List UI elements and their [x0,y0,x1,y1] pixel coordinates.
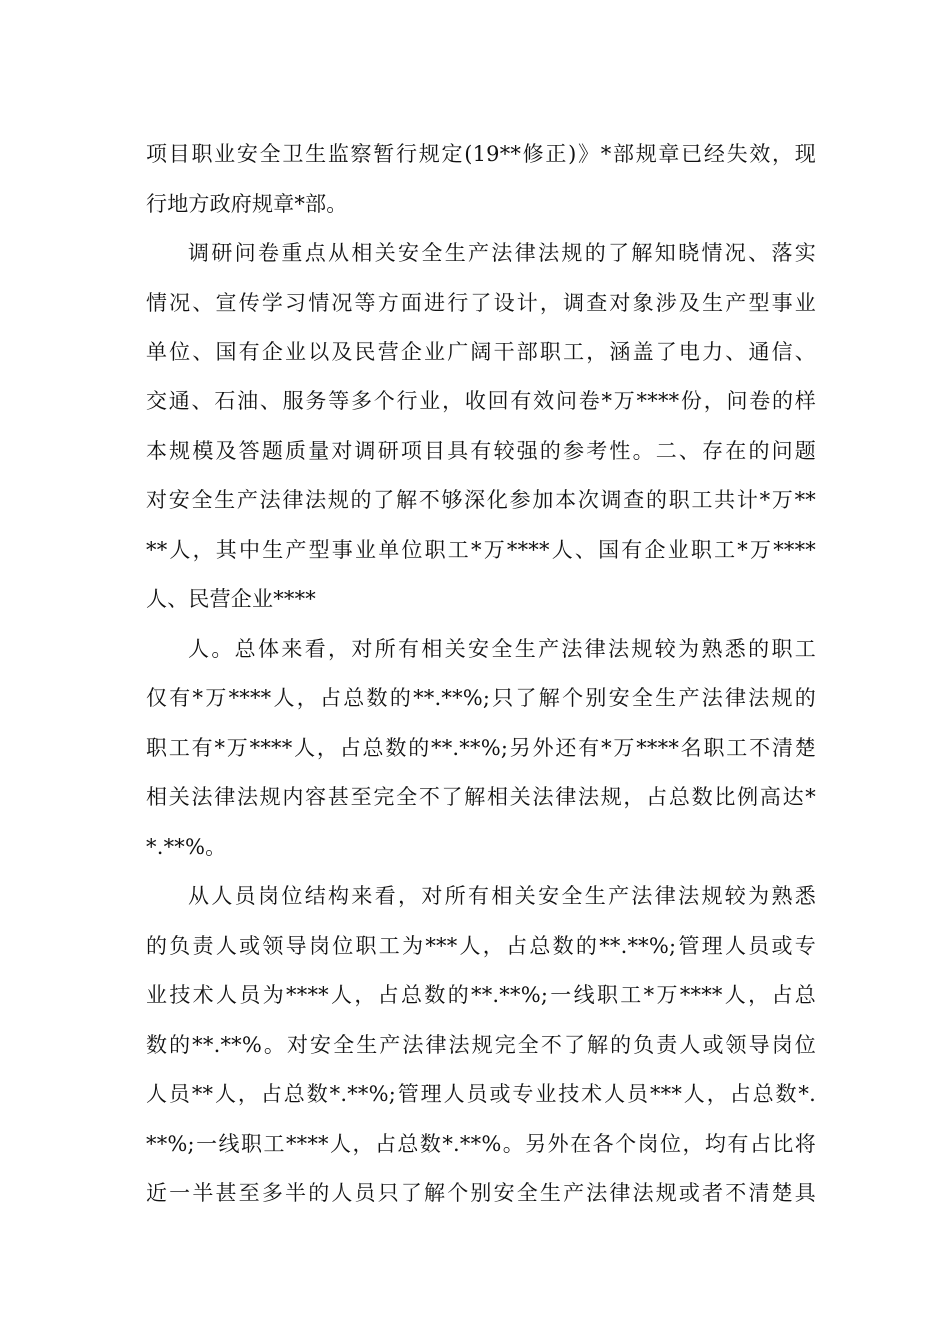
text-line: 业技术人员为****人，占总数的**.**%;一线职工*万****人，占总 [146,983,816,1007]
paragraph-first-line: 人。总体来看，对所有相关安全生产法律法规较为熟悉的职工 [188,637,816,661]
paragraph-first-line: 从人员岗位结构来看，对所有相关安全生产法律法规较为熟悉 [188,884,816,908]
text-line: 本规模及答题质量对调研项目具有较强的参考性。二、存在的问题 [146,439,816,463]
text-line: 行地方政府规章*部。 [146,192,348,216]
text-line: 职工有*万****人，占总数的**.**%;另外还有*万****名职工不清楚 [146,736,816,760]
text-line: 单位、国有企业以及民营企业广阔干部职工，涵盖了电力、通信、 [146,340,816,364]
text-line: 对安全生产法律法规的了解不够深化参加本次调查的职工共计*万** [146,488,816,512]
text-line: 人、民营企业**** [146,587,316,611]
text-line: 人员**人，占总数*.**%;管理人员或专业技术人员***人，占总数*. [146,1082,816,1106]
text-line: 相关法律法规内容甚至完全不了解相关法律法规，占总数比例高达* [146,785,816,809]
text-line: 仅有*万****人，占总数的**.**%;只了解个别安全生产法律法规的 [146,686,816,710]
text-line: 交通、石油、服务等多个行业，收回有效问卷*万****份，问卷的样 [146,389,816,413]
paragraph-first-line: 调研问卷重点从相关安全生产法律法规的了解知晓情况、落实 [188,241,816,265]
text-line: **人，其中生产型事业单位职工*万****人、国有企业职工*万**** [146,538,816,562]
text-line: *.**%。 [146,835,227,859]
text-line: 近一半甚至多半的人员只了解个别安全生产法律法规或者不清楚具 [146,1181,816,1205]
text-line: 情况、宣传学习情况等方面进行了设计，调查对象涉及生产型事业 [146,291,816,315]
text-line: **%;一线职工****人，占总数*.**%。另外在各个岗位，均有占比将 [146,1132,816,1156]
text-line: 的负责人或领导岗位职工为***人，占总数的**.**%;管理人员或专 [146,934,816,958]
text-line: 数的**.**%。对安全生产法律法规完全不了解的负责人或领导岗位 [146,1033,816,1057]
text-line: 项目职业安全卫生监察暂行规定(19**修正)》*部规章已经失效，现 [146,142,816,166]
